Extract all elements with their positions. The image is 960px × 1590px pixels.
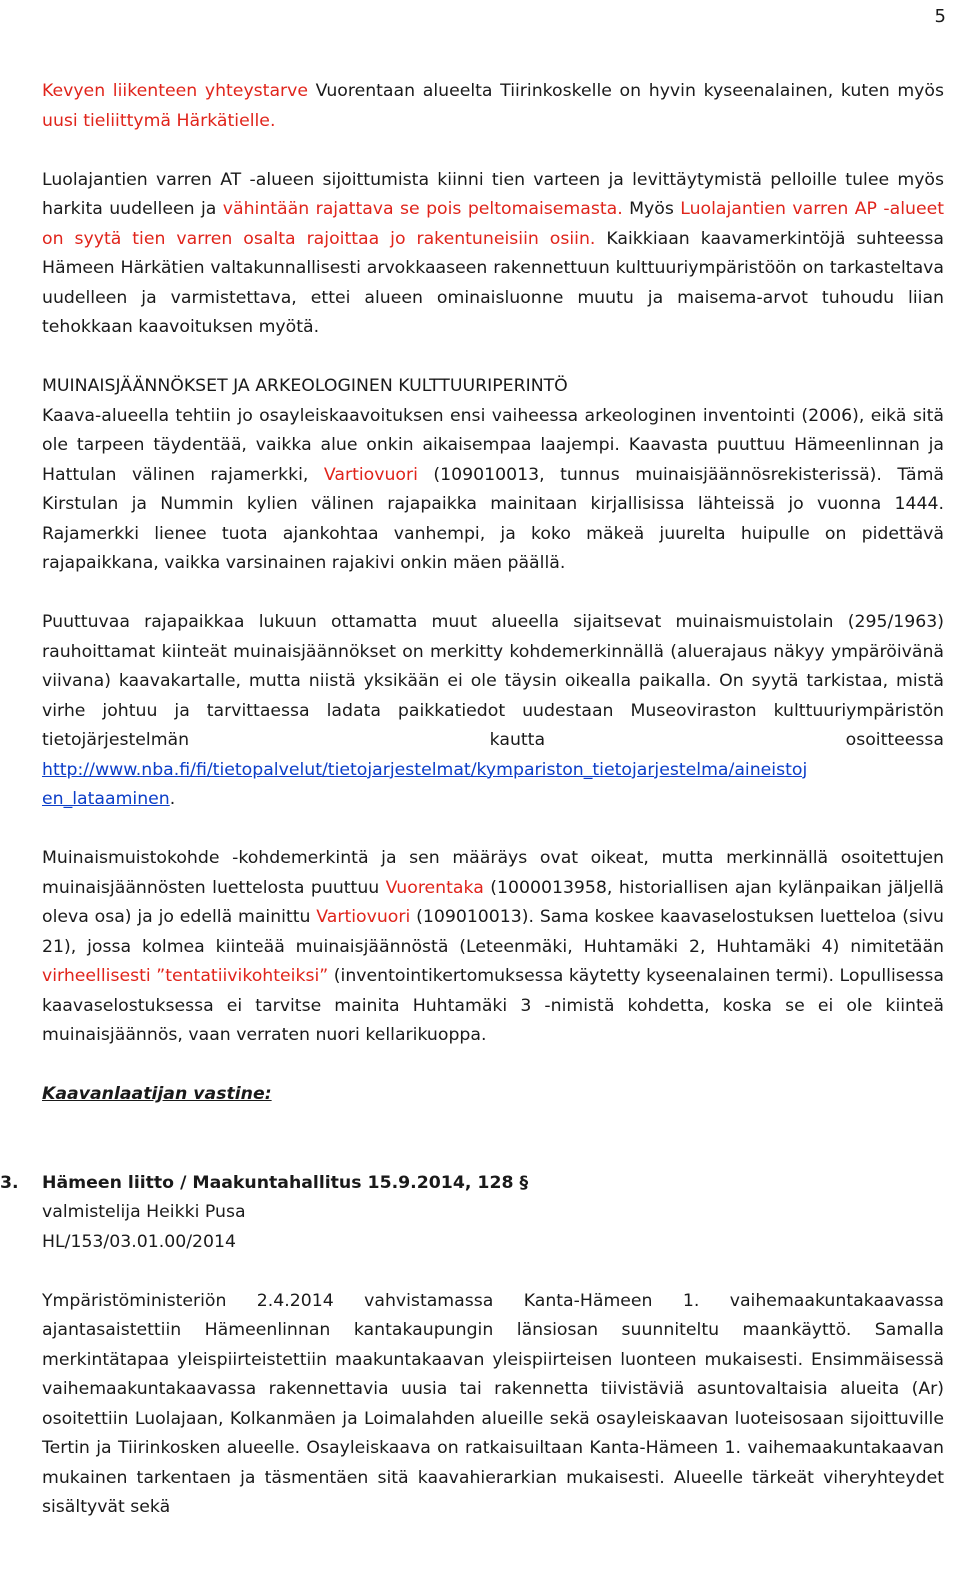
highlight-text: Vartiovuori xyxy=(316,907,411,927)
highlight-text: Kevyen liikenteen yhteystarve xyxy=(42,81,308,101)
highlight-text: uusi tieliittymä Härkätielle. xyxy=(42,110,276,131)
section-number: 3. xyxy=(0,1172,19,1193)
body-text: Myös xyxy=(622,199,681,219)
page-number: 5 xyxy=(934,6,946,27)
paragraph-light-traffic xyxy=(42,77,944,136)
paragraph-missing-boundary xyxy=(42,608,944,815)
preparer: valmistelija Heikki Pusa xyxy=(42,1202,246,1222)
body-text: Muinaismuistokohde -kohdemerkintä ja sen määräys ovat oikeat, mutta merkinnällä osoitettujen muinaisjäännösten luettelosta puuttuu xyxy=(42,848,944,898)
paragraph-luolajantie xyxy=(42,166,944,343)
highlight-text: vähintään rajattava se pois peltomaisemasta. xyxy=(222,199,623,219)
section-3-title xyxy=(0,1169,902,1199)
paragraph-regional-plan: Ympäristöministeriön 2.4.2014 vahvistamassa Kanta-Hämeen 1. vaihemaakuntakaavassa ajantasaistettiin Hämeenlinnan kantakaupungin länsiosan suunniteltu maankäyttö. Samalla merkintätapaa yleispiirteistettiin maakuntakaavan yleispiirteisen luonteen mukaisesti. Ensimmäisessä vaihemaakuntakaavassa rakennettavia uusia tai rakennetta tiivistäviä asuntovaltaisia alueita (Ar) osoitettiin Luolajaan, Kolkanmäen ja Loimalahden alueille sekä osayleiskaavan luoteisosaan sijoittuville Tertin ja Tiirinkosken alueelle. Osayleiskaava on ratkaisuiltaan Kanta-Hämeen 1. vaihemaakuntakaavan mukainen tarkentaen ja täsmentäen sitä kaavahierarkian mukaisesti. Alueelle tärkeät viheryhteydet sisältyvät sekä xyxy=(42,1290,944,1517)
body-text: (1000013958, historiallisen ajan kylänpaikan jäljellä oleva osa) ja jo edellä mainittu xyxy=(42,877,944,927)
highlight-text: virheellisesti ”tentatiivikohteiksi” xyxy=(42,966,329,986)
document-body xyxy=(0,77,945,1523)
paragraph-archaeology xyxy=(42,402,944,579)
museum-database-link[interactable]: http://www.nba.fi/fi/tietopalvelut/tietojarjestelmat/kympariston_tietojarjestelma/aineistoj en_lataaminen xyxy=(42,759,808,809)
body-text: Kaikkiaan kaavamerkintöjä suhteessa Hämeen Härkätien valtakunnallisesti arvokkaaseen rakennettuun kulttuuriympäristöön on tarkasteltava uudelleen ja varmistettava, ettei alueen ominaisluonne muutu ja maisema-arvot tuhoudu liian tehokkaan kaavoituksen myötä. xyxy=(42,228,944,337)
body-text: Vuorentaan alueelta Tiirinkoskelle on hyvin kyseenalainen, kuten myös xyxy=(308,81,944,101)
section-title-text: Hämeen liitto / Maakuntahallitus 15.9.2014, 128 § xyxy=(42,1172,529,1193)
paragraph-monument-marking xyxy=(42,844,944,1051)
highlight-text: Vartiovuori xyxy=(323,464,418,485)
highlight-text: Luolajantien varren AP -alueet on syytä tien varren osalta rajoittaa jo rakentuneisiin osiin. xyxy=(42,199,944,249)
reference-number: HL/153/03.01.00/2014 xyxy=(42,1231,237,1252)
body-text: Luolajantien varren AT -alueen sijoittumista kiinni tien varteen ja levittäytymistä pelloille tulee myös harkita uudelleen ja xyxy=(42,169,944,219)
body-text: (inventointikertomuksessa käytetty kyseenalainen termi). Lopullisessa kaavaselostuksessa ei tarvitse mainita Huhtamäki 3 -nimistä kohdetta, koska se ei ole kiinteä muinaisjäännös, vaan verraten nuori kellarikuoppa. xyxy=(42,966,945,1045)
section-heading: MUINAISJÄÄNNÖKSET JA ARKEOLOGINEN KULTTUURIPERINTÖ xyxy=(42,376,568,396)
body-text: Kaava-alueella tehtiin jo osayleiskaavoituksen ensi vaiheessa arkeologinen inventointi (2006), eikä sitä ole tarpeen täydentää, vaikka alue onkin aikaisempaa laajempi. Kaavasta puuttuu Hämeenlinnan ja Hattulan välinen rajamerkki, xyxy=(42,405,944,485)
body-text: Puuttuvaa rajapaikkaa lukuun ottamatta muut alueella sijaitsevat muinaismuistolain (295/1963) rauhoittamat kiinteät muinaisjäännökset on merkitty kohdemerkinnällä (aluerajaus näkyy ympäröivänä viivana) kaavakartalle, mutta niistä yksikään ei ole täysin oikealla paikalla. On syytä tarkistaa, mistä virhe johtuu ja tarvittaessa ladata paikkatiedot uudestaan Museoviraston kulttuuriympäristön tietojärjestelmän kautta osoitteessa xyxy=(42,612,944,750)
highlight-text: Vuorentaka xyxy=(385,877,484,898)
body-text: (109010013, tunnus muinaisjäännösrekisterissä). Tämä Kirstulan ja Nummin kylien välinen rajapaikka mainitaan kirjallisissa lähteissä jo vuonna 1444. Rajamerkki lienee tuota ajankohtaa vanhempi, ja koko mäkeä juurelta huipulle on pidettävä rajapaikkana, vaikka varsinainen rajakivi onkin mäen päällä. xyxy=(42,464,944,573)
body-text: . xyxy=(169,789,176,809)
planner-response-heading: Kaavanlaatijan vastine: xyxy=(42,1084,272,1104)
body-text: (109010013). Sama koskee kaavaselostuksen luetteloa (sivu 21), jossa kolmea kiinteää muinaisjäännöstä (Leteenmäki, Huhtamäki 2, Huhtamäki 4) nimitetään xyxy=(42,907,944,957)
